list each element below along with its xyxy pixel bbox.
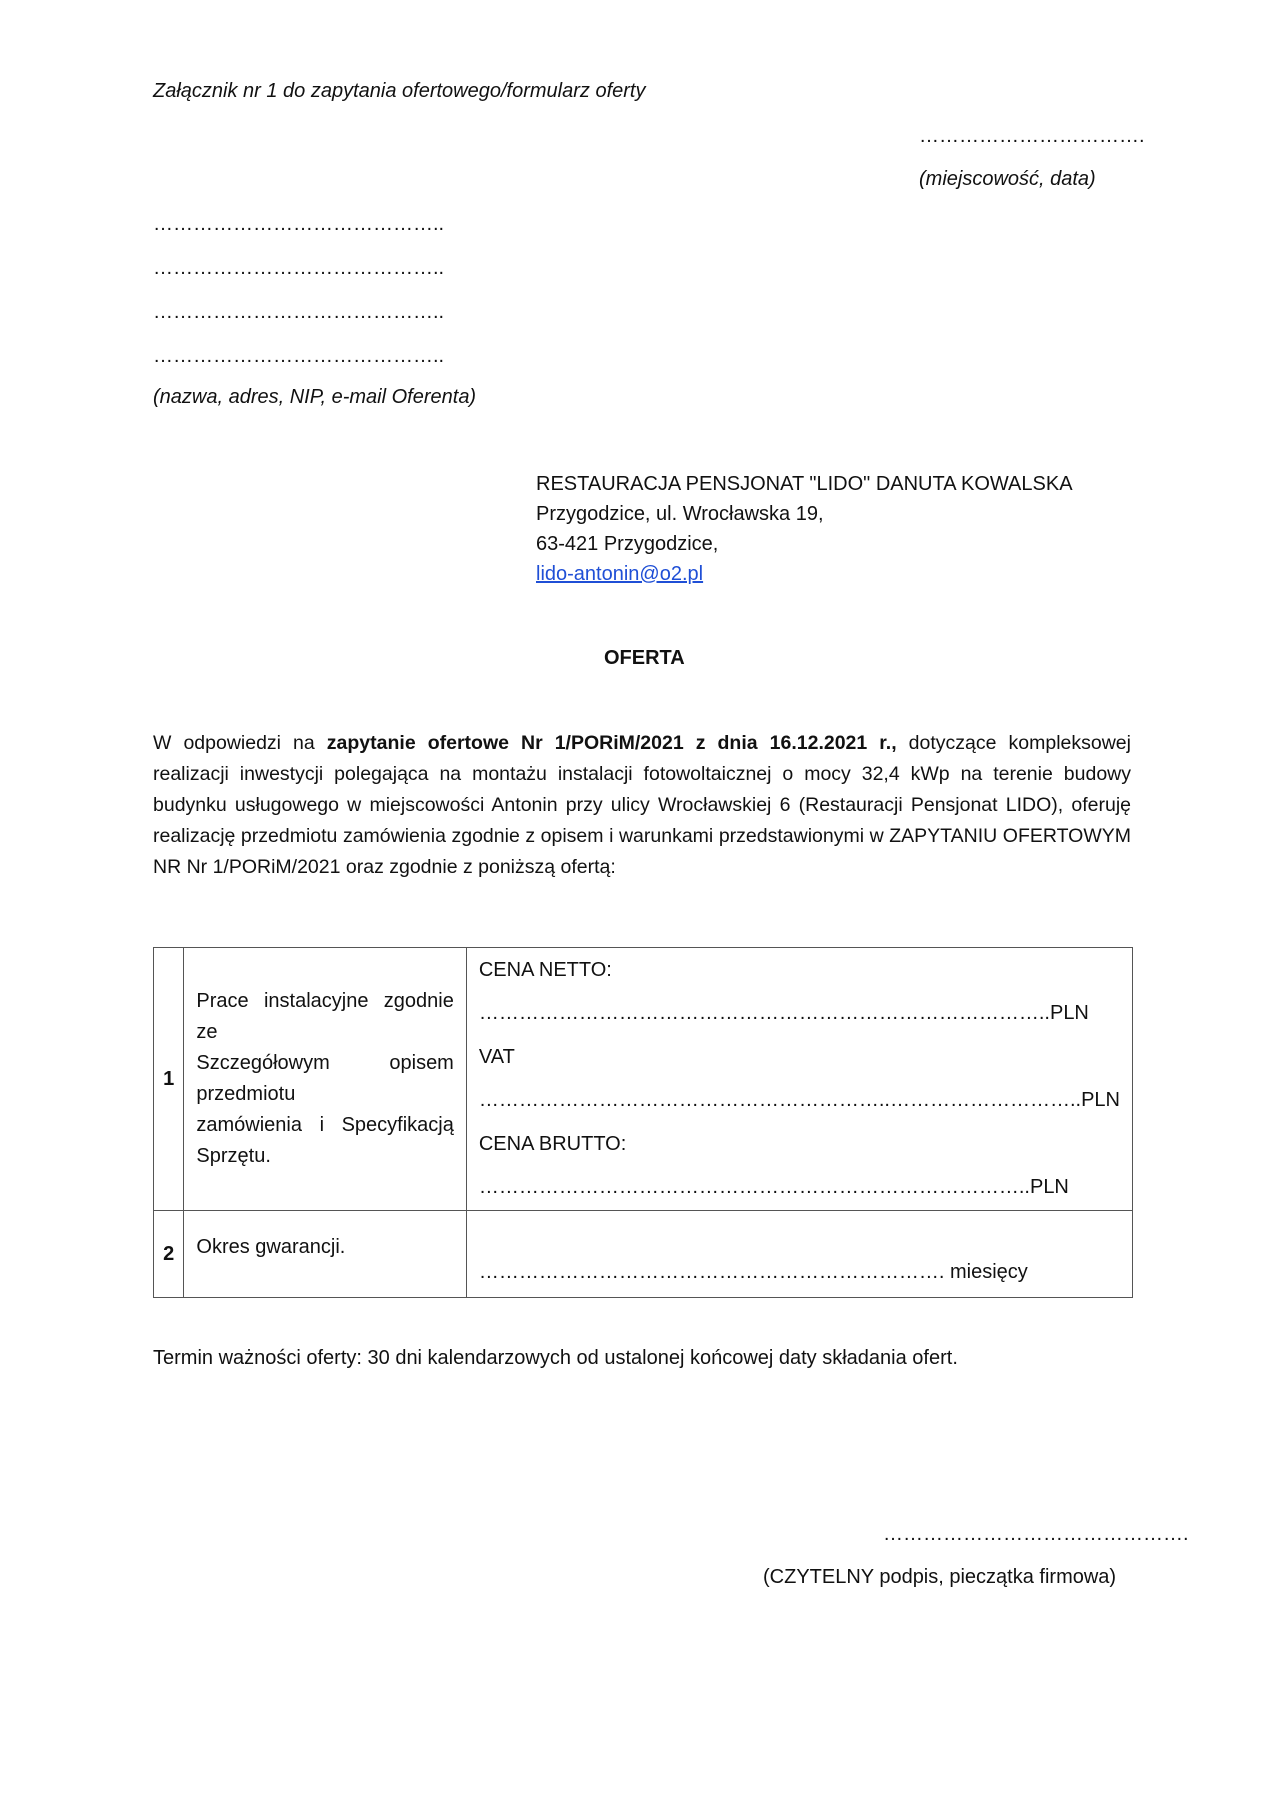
offer-table bbox=[153, 947, 1133, 1298]
inquiry-reference: zapytanie ofertowe Nr 1/PORiM/2021 z dnia 16.12.2021 r., bbox=[326, 732, 897, 754]
row-description: Okres gwarancji. bbox=[184, 1211, 466, 1298]
document-title: OFERTA bbox=[604, 647, 685, 669]
signature-label: (CZYTELNY podpis, pieczątka firmowa) bbox=[763, 1566, 1117, 1588]
price-cell bbox=[466, 948, 1132, 1211]
table-row bbox=[154, 1211, 1133, 1298]
description-line: Szczegółowym opisem przedmiotu bbox=[196, 1052, 454, 1105]
bidder-line: …………………………………….. bbox=[153, 257, 445, 279]
bidder-line: …………………………………….. bbox=[153, 213, 445, 235]
net-price-label: CENA NETTO: bbox=[478, 958, 612, 981]
bidder-line: …………………………………….. bbox=[153, 301, 445, 323]
place-date-label: (miejscowość, data) bbox=[919, 168, 1096, 190]
attachment-title: Załącznik nr 1 do zapytania ofertowego/formularz oferty bbox=[153, 80, 646, 102]
description-line: Prace instalacyjne zgodnie ze bbox=[196, 990, 454, 1043]
recipient-email-link[interactable]: lido-antonin@o2.pl bbox=[536, 563, 704, 585]
row-description bbox=[184, 948, 466, 1211]
table-row bbox=[154, 948, 1133, 1211]
signature-dots: ………………………………………. bbox=[883, 1523, 1189, 1545]
warranty-field: ……………………………………………………………. miesięcy bbox=[466, 1211, 1132, 1298]
gross-price-field: ………………………………………………………………………..PLN bbox=[478, 1176, 1069, 1198]
recipient-name: RESTAURACJA PENSJONAT "LIDO" DANUTA KOWALSKA bbox=[536, 473, 1073, 495]
row-number: 1 bbox=[154, 948, 184, 1211]
row-number: 2 bbox=[154, 1211, 184, 1298]
offer-validity: Termin ważności oferty: 30 dni kalendarzowych od ustalonej końcowej daty składania ofert. bbox=[153, 1347, 958, 1369]
vat-field: ……………………………………………………..………………………..PLN bbox=[478, 1089, 1120, 1111]
place-date-dots: ……………………………. bbox=[919, 125, 1145, 147]
intro-paragraph bbox=[153, 728, 1131, 883]
recipient-address bbox=[536, 469, 1073, 589]
vat-label: VAT bbox=[478, 1045, 515, 1068]
description-line: zamówienia i Specyfikacją Sprzętu. bbox=[196, 1114, 454, 1167]
bidder-line: …………………………………….. bbox=[153, 345, 445, 367]
net-price-field: …………………………………………………………………………..PLN bbox=[478, 1002, 1089, 1024]
intro-text-start: W odpowiedzi na bbox=[153, 732, 327, 754]
intro-text-rest: dotyczące kompleksowej realizacji inwestycji polegająca na montażu instalacji fotowoltaicznej o mocy 32,4 kWp na terenie budowy budynku usługowego w miejscowości Antonin przy ulicy Wrocławskiej 6 (Restauracji Pensjonat LIDO), oferuję realizację przedmiotu zamówienia zgodnie z opisem i warunkami przedstawionymi w ZAPYTANIU OFERTOWYM NR Nr 1/PORiM/2021 oraz zgodnie z poniższą ofertą: bbox=[153, 732, 1131, 878]
gross-price-label: CENA BRUTTO: bbox=[478, 1132, 627, 1155]
recipient-city: 63-421 Przygodzice, bbox=[536, 533, 719, 555]
recipient-street: Przygodzice, ul. Wrocławska 19, bbox=[536, 503, 824, 525]
bidder-label: (nazwa, adres, NIP, e-mail Oferenta) bbox=[153, 386, 477, 408]
